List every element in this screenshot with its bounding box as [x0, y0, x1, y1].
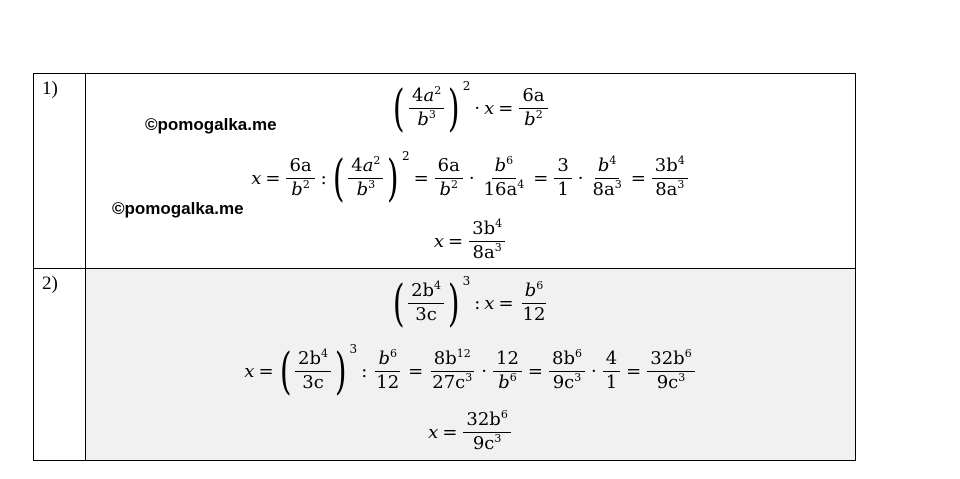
equation-solution: x = ( $\frac{2b^4}{3c}$ ) 3 : $\frac{b^6}{12}$ = $\frac{8b^{12}}{27c^3}$ · $\frac{12}{b^6}$ = $\frac{8b^6}{9c^3}$ · $\frac{4}{1}$ = $\frac{32b^6}{9c^3}$: [86, 339, 855, 403]
equation-solution: x = $\frac{6a}{b^2}$ : ( $\frac{4a^2}{b^3}$ ) 2 = $\frac{6a}{b^2}$ · $\frac{b^6}{16a^4}$ = $\frac{3}{1}$ · $\frac{b^4}{8a^3}$ = $\frac{3b^4}{8a^3}$: [86, 146, 855, 210]
watermark: ©pomogalka.me: [112, 199, 244, 218]
table-row: [34, 269, 855, 460]
equation-answer: x = $\frac{3b^4}{8a^3}$: [86, 214, 855, 268]
equation-answer: x = $\frac{32b^6}{9c^3}$: [86, 405, 855, 459]
table-row: [34, 74, 855, 269]
equation-given: ( $\frac{2b^4}{3c}$ ) 3 : x = $\frac{b^6}{12}$: [392, 274, 546, 332]
row-number: 2): [34, 269, 86, 460]
equation-given: ( $\frac{4a^2}{b^3}$ ) 2 · x = $\frac{6a}{b^2}$: [86, 76, 855, 140]
watermark: ©pomogalka.me: [145, 115, 277, 134]
row-number: 1): [34, 74, 86, 268]
row-content: [86, 74, 855, 268]
row-content: [86, 269, 855, 460]
